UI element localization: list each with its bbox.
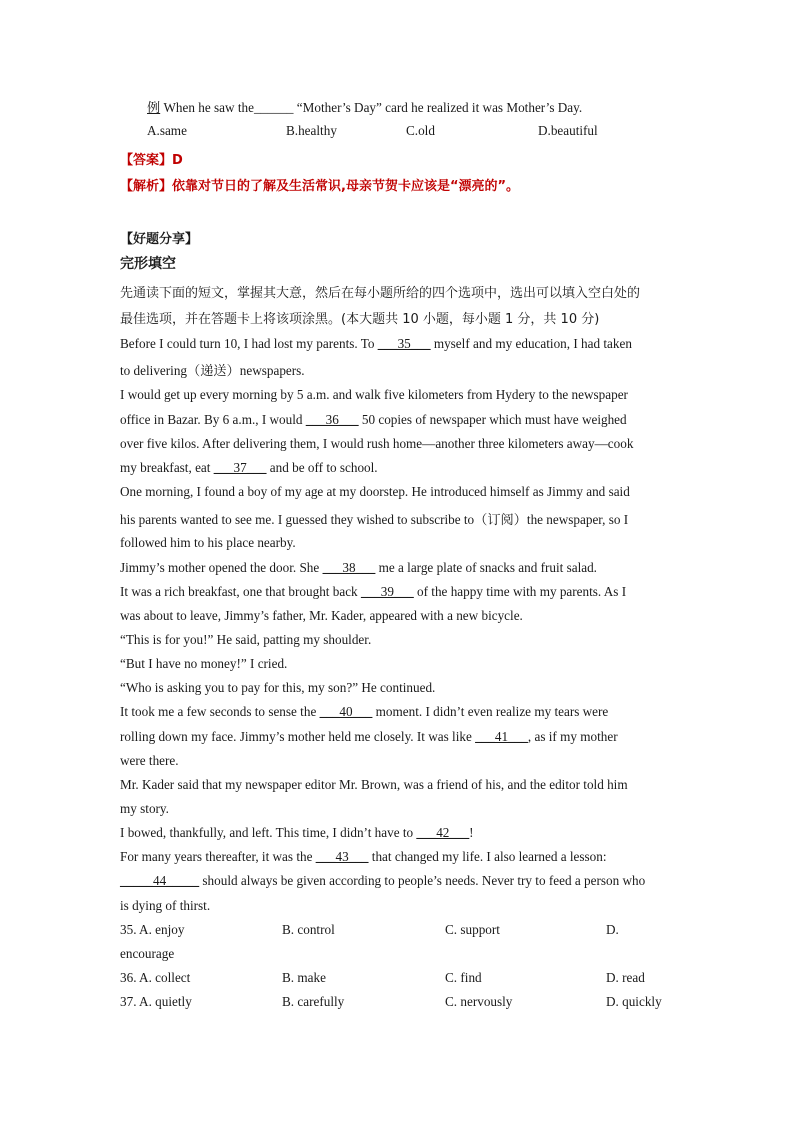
passage-line <box>120 849 607 865</box>
q35-option-d-wrap: encourage <box>120 946 175 961</box>
passage-line <box>120 873 645 889</box>
passage-text: It was a rich breakfast, one that brought back <box>120 584 361 599</box>
passage-text: me a large plate of snacks and fruit salad. <box>375 560 597 575</box>
example-option-c: C.old <box>406 123 435 138</box>
passage-text: ! <box>469 825 474 840</box>
passage-text: It took me a few seconds to sense the <box>120 704 320 719</box>
passage-text: is dying of thirst. <box>120 898 211 913</box>
passage-line <box>120 460 378 476</box>
passage-line <box>120 704 608 720</box>
passage-text: of the happy time with my parents. As I <box>413 584 627 599</box>
passage-line <box>120 801 169 817</box>
passage-text: myself and my education, I had taken <box>430 336 632 351</box>
example-text-before: When he saw the <box>160 100 254 115</box>
example-blank: ______ <box>253 100 294 115</box>
passage-line <box>120 360 305 379</box>
example-marker: 例 <box>147 101 161 116</box>
blank-42: ___42___ <box>416 825 470 840</box>
section-title: 完形填空 <box>120 256 176 272</box>
example-option-d: D.beautiful <box>538 123 598 138</box>
blank-37: ___37___ <box>213 460 267 475</box>
passage-text: were there. <box>120 753 179 768</box>
blank-38: ___38___ <box>322 560 376 575</box>
answer-label: 【答案】 <box>120 153 173 168</box>
passage-text: “But I have no money!” I cried. <box>120 656 288 671</box>
q35-option-a: 35. A. enjoy <box>120 922 185 937</box>
blank-40: ___40___ <box>319 704 373 719</box>
passage-text: I would get up every morning by 5 a.m. and walk five kilometers from Hydery to the newspaper <box>120 387 628 402</box>
analysis-text: 依靠对节日的了解及生活常识,母亲节贺卡应该是“漂亮的”。 <box>172 179 520 194</box>
passage-text: “This is for you!” He said, patting my shoulder. <box>120 632 372 647</box>
instructions-line-1: 先通读下面的短文，掌握其大意，然后在每小题所给的四个选项中，选出可以填入空白处的 <box>120 286 641 301</box>
example-question <box>147 97 582 116</box>
passage-text: was about to leave, Jimmy’s father, Mr. Kader, appeared with a new bicycle. <box>120 608 523 623</box>
passage-text: office in Bazar. By 6 a.m., I would <box>120 412 306 427</box>
analysis-label: 【解析】 <box>120 179 173 194</box>
share-heading: 【好题分享】 <box>120 232 199 247</box>
passage-line <box>120 412 627 428</box>
q35-option-d: D. <box>606 922 619 937</box>
passage-line <box>120 777 628 793</box>
passage-text: Before I could turn 10, I had lost my parents. To <box>120 336 378 351</box>
passage-text: I bowed, thankfully, and left. This time, I didn’t have to <box>120 825 417 840</box>
passage-line <box>120 753 179 769</box>
passage-text: One morning, I found a boy of my age at my doorstep. He introduced himself as Jimmy and said <box>120 484 630 499</box>
example-option-a: A.same <box>147 123 187 138</box>
passage-text: and be off to school. <box>266 460 378 475</box>
q35-option-c: C. support <box>445 922 500 937</box>
passage-text: Jimmy’s mother opened the door. She <box>120 560 323 575</box>
passage-text: my breakfast, eat <box>120 460 214 475</box>
passage-line <box>120 729 618 745</box>
passage-text: , as if my mother <box>527 729 618 744</box>
q36-option-a: 36. A. collect <box>120 970 191 985</box>
q37-option-c: C. nervously <box>445 994 513 1009</box>
passage-text: For many years thereafter, it was the <box>120 849 316 864</box>
passage-text: should always be given according to people’s needs. Never try to feed a person who <box>199 873 646 888</box>
passage-text: “Who is asking you to pay for this, my son?” He continued. <box>120 680 436 695</box>
q36-option-c: C. find <box>445 970 482 985</box>
q35-option-b: B. control <box>282 922 335 937</box>
blank-36: ___36___ <box>305 412 359 427</box>
blank-39: ___39___ <box>360 584 414 599</box>
q36-option-d: D. read <box>606 970 645 985</box>
passage-line <box>120 336 632 352</box>
answer-line <box>120 149 183 168</box>
blank-43: ___43___ <box>315 849 369 864</box>
passage-text: that changed my life. I also learned a lesson: <box>368 849 607 864</box>
answer-value: D <box>172 153 183 168</box>
q36-option-b: B. make <box>282 970 326 985</box>
passage-text: moment. I didn’t even realize my tears were <box>372 704 609 719</box>
q37-option-a: 37. A. quietly <box>120 994 192 1009</box>
q37-option-b: B. carefully <box>282 994 345 1009</box>
passage-line <box>120 898 210 914</box>
blank-44: _____44_____ <box>120 873 200 888</box>
passage-line <box>120 436 633 452</box>
example-text-after: “Mother’s Day” card he realized it was Mother’s Day. <box>293 100 583 115</box>
analysis-line <box>120 175 519 194</box>
passage-line <box>120 584 626 600</box>
passage-text: followed him to his place nearby. <box>120 535 296 550</box>
passage-line <box>120 680 435 696</box>
passage-line <box>120 632 371 648</box>
passage-text: to delivering（递送）newspapers. <box>120 363 305 378</box>
passage-line <box>120 509 628 528</box>
passage-text: 50 copies of newspaper which must have weighed <box>358 412 627 427</box>
passage-text: my story. <box>120 801 169 816</box>
blank-35: ___35___ <box>377 336 431 351</box>
passage-line <box>120 484 630 500</box>
passage-text: his parents wanted to see me. I guessed they wished to subscribe to（订阅）the newspaper, so I <box>120 512 629 527</box>
passage-line <box>120 656 287 672</box>
passage-line <box>120 387 628 403</box>
passage-text: over five kilos. After delivering them, I would rush home—another three kilometers away—cook <box>120 436 634 451</box>
instructions-line-2: 最佳选项，并在答题卡上将该项涂黑。(本大题共 10 小题，每小题 1 分，共 10 分) <box>120 312 600 327</box>
passage-line <box>120 608 523 624</box>
passage-line <box>120 825 474 841</box>
q37-option-d: D. quickly <box>606 994 662 1009</box>
example-option-b: B.healthy <box>286 123 337 138</box>
passage-text: rolling down my face. Jimmy’s mother held me closely. It was like <box>120 729 476 744</box>
blank-41: ___41___ <box>475 729 528 744</box>
passage-line <box>120 560 597 576</box>
passage-line <box>120 535 296 551</box>
passage-text: Mr. Kader said that my newspaper editor Mr. Brown, was a friend of his, and the editor told him <box>120 777 628 792</box>
